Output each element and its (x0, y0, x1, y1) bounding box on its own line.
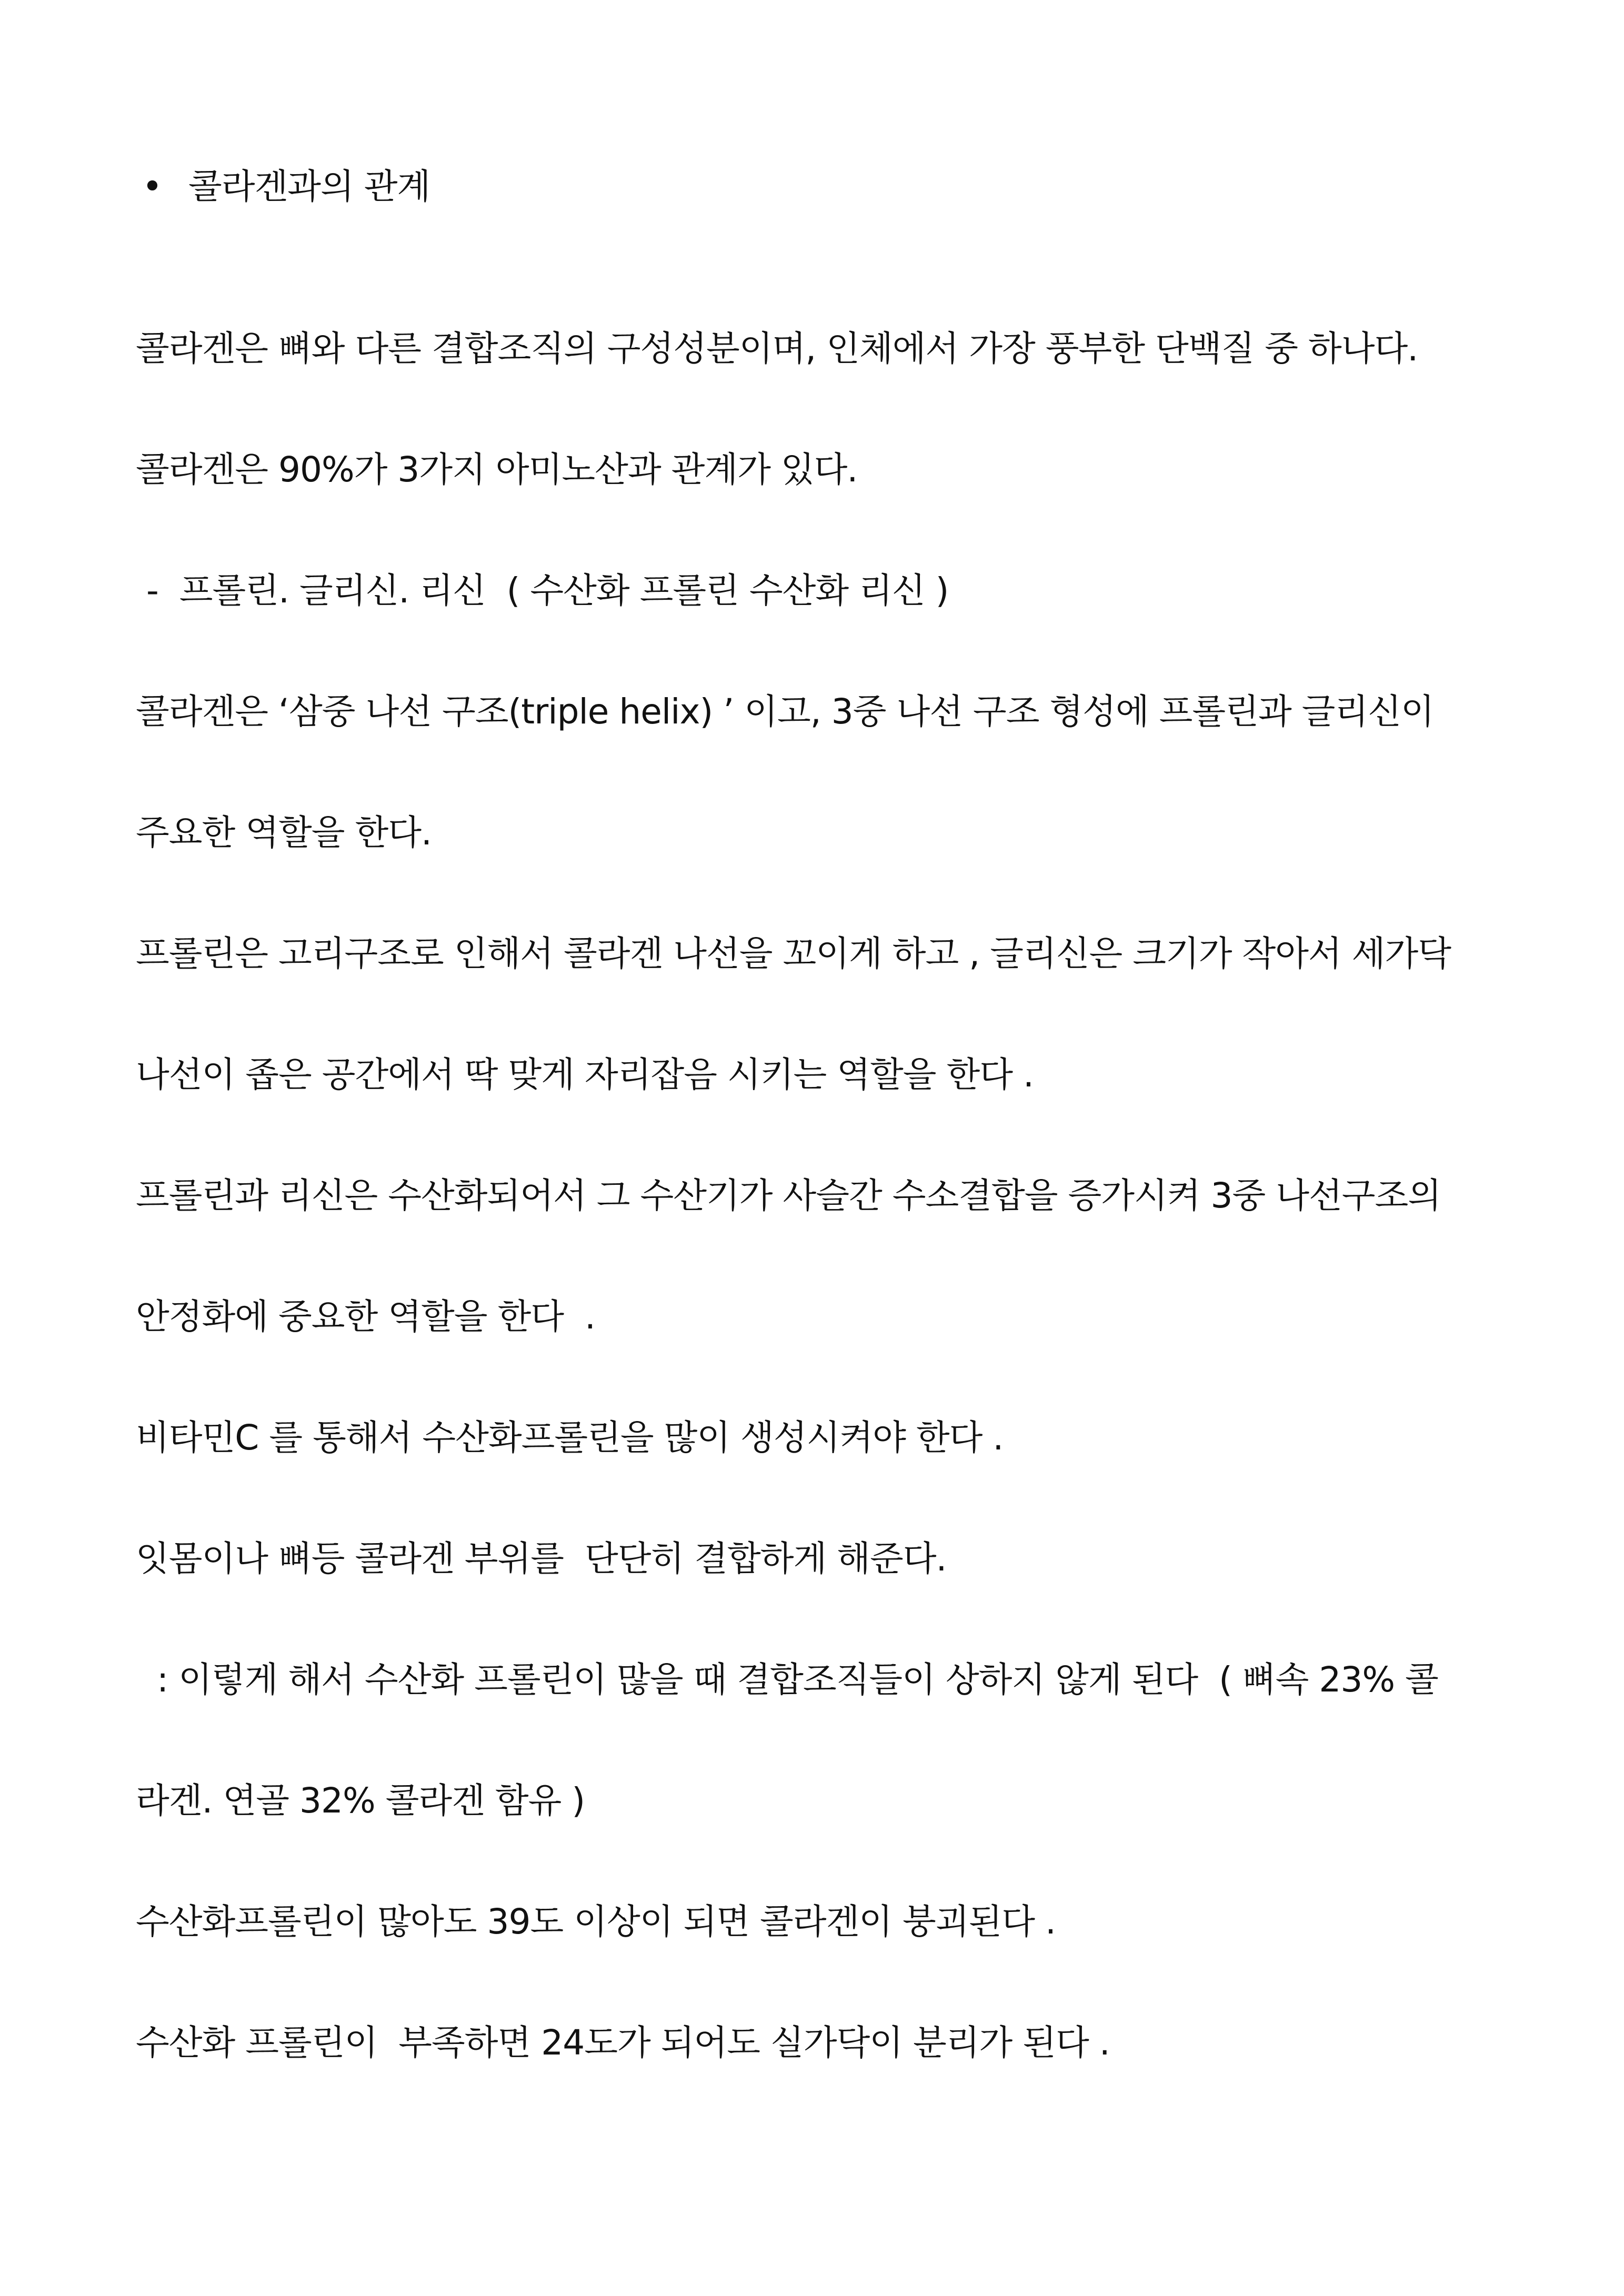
paragraph-line: 잇몸이나 뼈등 콜라겐 부위를 단단히 결합하게 해준다. (136, 1538, 947, 1579)
paragraph-line: 콜라겐은 ‘삼중 나선 구조(triple helix) ’ 이고, 3중 나선 구조 형성에 프롤린과 글리신이 (136, 691, 1434, 732)
paragraph-line: 콜라겐은 90%가 3가지 아미노산과 관계가 있다. (136, 449, 858, 490)
paragraph-line: 나선이 좁은 공간에서 딱 맞게 자리잡음 시키는 역할을 한다 . (136, 1054, 1034, 1095)
paragraph-line: : 이렇게 해서 수산화 프롤린이 많을 때 결합조직들이 상하지 않게 된다 ( 뼈속 23% 콜 (136, 1659, 1438, 1700)
paragraph-line: - 프롤린. 글리신. 리신 ( 수산화 프롤린 수산화 리신 ) (136, 570, 949, 611)
paragraph-line: 프롤린은 고리구조로 인해서 콜라겐 나선을 꼬이게 하고 , 글리신은 크기가 작아서 세가닥 (136, 933, 1451, 974)
paragraph-line: 수산화프롤린이 많아도 39도 이상이 되면 콜라겐이 붕괴된다 . (136, 1901, 1056, 1942)
section-heading: 콜라겐과의 관계 (188, 166, 430, 207)
paragraph-line: 프롤린과 리신은 수산화되어서 그 수산기가 사슬간 수소결합을 증가시켜 3중 나선구조의 (136, 1175, 1441, 1216)
bullet-icon: • (142, 166, 163, 207)
paragraph-line: 안정화에 중요한 역할을 한다 . (136, 1296, 595, 1337)
paragraph-line: 주요한 역할을 한다. (136, 812, 432, 853)
paragraph-line: 콜라겐은 뼈와 다른 결합조직의 구성성분이며, 인체에서 가장 풍부한 단백질 중 하나다. (136, 328, 1418, 369)
paragraph-line: 비타민C 를 통해서 수산화프롤린을 많이 생성시켜야 한다 . (136, 1417, 1004, 1458)
paragraph-line: 수산화 프롤린이 부족하면 24도가 되어도 실가닥이 분리가 된다 . (136, 2022, 1110, 2063)
paragraph-line: 라겐. 연골 32% 콜라겐 함유 ) (136, 1780, 585, 1821)
